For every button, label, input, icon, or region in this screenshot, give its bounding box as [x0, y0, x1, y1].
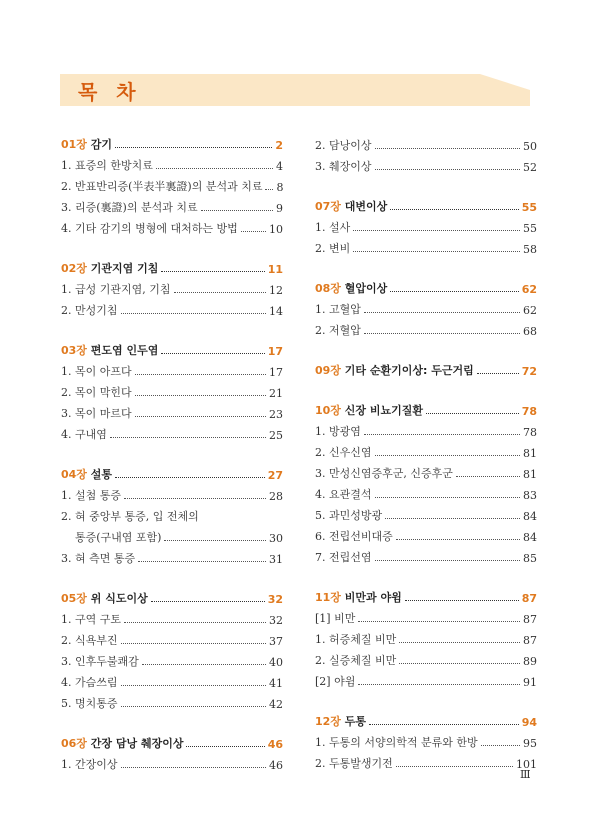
- chapter-page: 94: [521, 716, 537, 729]
- dot-leader: [135, 374, 266, 375]
- toc-entry[interactable]: [315, 235, 537, 256]
- chapter-title-group: [315, 402, 423, 418]
- chapter-page: 27: [267, 469, 283, 482]
- toc-entry[interactable]: [61, 276, 283, 297]
- toc-entry[interactable]: [61, 215, 283, 236]
- toc-entry[interactable]: [315, 296, 537, 317]
- dot-leader: [396, 539, 520, 540]
- toc-entry[interactable]: [315, 317, 537, 338]
- toc-left-column: [61, 132, 283, 792]
- toc-entry[interactable]: [61, 669, 283, 690]
- chapter-page: 2: [275, 139, 283, 152]
- entry-title: 2. 변비: [315, 242, 351, 255]
- entry-title: 1. 구역 구토: [61, 613, 121, 626]
- entry-page: 55: [523, 222, 537, 235]
- dot-leader: [135, 416, 266, 417]
- toc-entry[interactable]: [315, 460, 537, 481]
- entry-title: 2. 혀 중앙부 통증, 입 전체의: [61, 510, 199, 523]
- toc-chapter: [61, 132, 283, 236]
- dot-leader: [124, 622, 266, 623]
- chapter-title: 기타 순환기이상: 두근거림: [344, 364, 474, 377]
- entry-title: 3. 리증(裏證)의 분석과 치료: [61, 201, 198, 214]
- entry-page: 81: [523, 447, 537, 460]
- entry-title: 2. 목이 막힌다: [61, 386, 132, 399]
- entry-page: 52: [523, 161, 537, 174]
- entry-title: 3. 인후두불쾌감: [61, 655, 139, 668]
- entry-page: 84: [523, 531, 537, 544]
- chapter-title-group: [61, 136, 112, 152]
- entry-title: 2. 실증체질 비만: [315, 654, 397, 667]
- entry-title: 5. 과민성방광: [315, 509, 383, 522]
- dot-leader: [151, 601, 265, 602]
- page-title: 목 차: [78, 80, 142, 104]
- entry-title: 2. 반표반리증(半表半裏證)의 분석과 치료: [61, 180, 263, 193]
- entry-title: 3. 췌장이상: [315, 160, 372, 173]
- chapter-heading[interactable]: [315, 276, 537, 296]
- chapter-number: 06장: [61, 737, 87, 750]
- dot-leader: [156, 168, 273, 169]
- entry-page: 41: [269, 677, 283, 690]
- toc-entry[interactable]: [61, 400, 283, 421]
- dot-leader: [121, 643, 267, 644]
- chapter-heading[interactable]: [315, 398, 537, 418]
- entry-title: 2. 두통발생기전: [315, 757, 393, 770]
- entry-page: 14: [269, 305, 283, 318]
- dot-leader: [161, 271, 264, 272]
- toc-chapter: [61, 731, 283, 772]
- entry-title: 1. 급성 기관지염, 기침: [61, 283, 171, 296]
- dot-leader: [369, 724, 519, 725]
- entry-title: 6. 전립선비대증: [315, 530, 393, 543]
- toc-entry[interactable]: [61, 173, 283, 194]
- dot-leader: [405, 600, 519, 601]
- chapter-title: 비만과 야윔: [344, 591, 402, 604]
- entry-page: 37: [269, 635, 283, 648]
- entry-page: 17: [269, 366, 283, 379]
- toc-entry[interactable]: [61, 503, 283, 524]
- entry-page: 23: [269, 408, 283, 421]
- entry-title: 통증(구내염 포함): [75, 531, 162, 544]
- dot-leader: [174, 292, 267, 293]
- dot-leader: [375, 148, 521, 149]
- entry-page: 40: [269, 656, 283, 669]
- chapter-heading[interactable]: [315, 585, 537, 605]
- toc-entry[interactable]: [315, 481, 537, 502]
- entry-title: 1. 고혈압: [315, 303, 361, 316]
- chapter-heading[interactable]: [61, 462, 283, 482]
- toc-chapter: [315, 194, 537, 256]
- dot-leader: [265, 189, 273, 190]
- chapter-title: 설통: [90, 468, 113, 481]
- dot-leader: [358, 621, 520, 622]
- dot-leader: [375, 455, 521, 456]
- entry-page: 30: [269, 532, 283, 545]
- chapter-page: 78: [521, 405, 537, 418]
- toc-entry[interactable]: [315, 750, 537, 771]
- chapter-number: 09장: [315, 364, 341, 377]
- page-number: Ⅲ: [520, 768, 531, 781]
- entry-page: 12: [269, 284, 283, 297]
- toc-entry[interactable]: [61, 297, 283, 318]
- toc-entry[interactable]: [315, 418, 537, 439]
- toc-entry[interactable]: [61, 751, 283, 772]
- toc-entry[interactable]: [61, 524, 283, 545]
- chapter-title: 기관지염 기침: [90, 262, 159, 275]
- chapter-page: 55: [521, 201, 537, 214]
- entry-page: 4: [276, 160, 283, 173]
- entry-title: 1. 두통의 서양의학적 분류와 한방: [315, 736, 478, 749]
- entry-page: 85: [523, 552, 537, 565]
- toc-chapter: [315, 358, 537, 378]
- chapter-title-group: [61, 466, 112, 482]
- entry-title: [2] 야윔: [315, 675, 356, 688]
- dot-leader: [142, 664, 266, 665]
- entry-title: 4. 기타 감기의 병형에 대처하는 방법: [61, 222, 238, 235]
- entry-title: 1. 목이 아프다: [61, 365, 132, 378]
- dot-leader: [241, 231, 266, 232]
- entry-page: 8: [276, 181, 284, 194]
- dot-leader: [201, 210, 273, 211]
- toc-entry[interactable]: [315, 214, 537, 235]
- entry-page: 9: [276, 202, 283, 215]
- toc-entry[interactable]: [61, 358, 283, 379]
- entry-title: 2. 저혈압: [315, 324, 361, 337]
- dot-leader: [164, 540, 266, 541]
- chapter-title-group: [61, 590, 148, 606]
- toc-chapter: [61, 338, 283, 442]
- entry-title: 2. 만성기침: [61, 304, 118, 317]
- chapter-number: 03장: [61, 344, 87, 357]
- chapter-title-group: [315, 280, 387, 296]
- entry-page: 31: [269, 553, 283, 566]
- chapter-title-group: [315, 198, 387, 214]
- dot-leader: [121, 767, 267, 768]
- entry-title: 7. 전립선염: [315, 551, 372, 564]
- chapter-title-group: [315, 362, 474, 378]
- chapter-title-group: [61, 260, 158, 276]
- entry-title: 4. 요관결석: [315, 488, 372, 501]
- entry-page: 78: [523, 426, 537, 439]
- toc-entry[interactable]: [61, 545, 283, 566]
- entry-page: 10: [269, 223, 283, 236]
- chapter-page: 32: [267, 593, 283, 606]
- chapter-title: 대변이상: [344, 200, 388, 213]
- dot-leader: [396, 766, 513, 767]
- entry-page: 21: [269, 387, 283, 400]
- toc-chapter: [61, 462, 283, 566]
- dot-leader: [358, 684, 520, 685]
- entry-title: 1. 방광염: [315, 425, 361, 438]
- entry-page: 32: [269, 614, 283, 627]
- dot-leader: [115, 147, 272, 148]
- toc-right-column: [315, 132, 537, 791]
- toc-entry[interactable]: [61, 606, 283, 627]
- chapter-page: 17: [267, 345, 283, 358]
- entry-title: 4. 가슴쓰림: [61, 676, 118, 689]
- chapter-title: 편도염 인두염: [90, 344, 159, 357]
- dot-leader: [385, 518, 520, 519]
- entry-page: 68: [523, 325, 537, 338]
- toc-entry[interactable]: [315, 544, 537, 565]
- title-band: [60, 74, 530, 106]
- chapter-number: 04장: [61, 468, 87, 481]
- chapter-heading[interactable]: [61, 731, 283, 751]
- entry-page: 84: [523, 510, 537, 523]
- chapter-number: 05장: [61, 592, 87, 605]
- entry-page: 101: [516, 758, 537, 771]
- entry-title: 5. 명치통증: [61, 697, 118, 710]
- chapter-number: 10장: [315, 404, 341, 417]
- dot-leader: [364, 333, 520, 334]
- chapter-number: 07장: [315, 200, 341, 213]
- chapter-heading[interactable]: [315, 194, 537, 214]
- toc-entry[interactable]: [61, 482, 283, 503]
- dot-leader: [364, 312, 520, 313]
- chapter-page: 87: [521, 592, 537, 605]
- chapter-page: 46: [267, 738, 283, 751]
- entry-title: 4. 구내염: [61, 428, 107, 441]
- chapter-title-group: [315, 713, 366, 729]
- toc-entry[interactable]: [315, 668, 537, 689]
- dot-leader: [456, 476, 520, 477]
- entry-title: 1. 설첨 통증: [61, 489, 121, 502]
- chapter-title: 위 식도이상: [90, 592, 148, 605]
- dot-leader: [375, 560, 521, 561]
- toc-chapter: [61, 586, 283, 711]
- chapter-title: 감기: [90, 138, 113, 151]
- entry-title: 2. 담낭이상: [315, 139, 372, 152]
- entry-title: 1. 허증체질 비만: [315, 633, 397, 646]
- entry-title: 1. 설사: [315, 221, 351, 234]
- entry-page: 58: [523, 243, 537, 256]
- toc-entry[interactable]: [315, 605, 537, 626]
- toc-chapter: [61, 256, 283, 318]
- entry-page: 81: [523, 468, 537, 481]
- toc-chapter: [315, 132, 537, 174]
- toc-entry[interactable]: [315, 132, 537, 153]
- toc-entry[interactable]: [315, 523, 537, 544]
- dot-leader: [121, 706, 267, 707]
- toc-chapter: [315, 709, 537, 771]
- toc-entry[interactable]: [315, 502, 537, 523]
- dot-leader: [138, 561, 266, 562]
- entry-page: 95: [523, 737, 537, 750]
- dot-leader: [390, 209, 518, 210]
- dot-leader: [353, 230, 520, 231]
- entry-title: 1. 간장이상: [61, 758, 118, 771]
- toc-entry[interactable]: [315, 729, 537, 750]
- chapter-title-group: [61, 735, 183, 751]
- chapter-heading[interactable]: [61, 132, 283, 152]
- dot-leader: [121, 313, 267, 314]
- toc-entry[interactable]: [61, 421, 283, 442]
- dot-leader: [135, 395, 266, 396]
- dot-leader: [121, 685, 267, 686]
- entry-page: 25: [269, 429, 283, 442]
- chapter-heading[interactable]: [61, 256, 283, 276]
- toc-entry[interactable]: [315, 647, 537, 668]
- entry-title: 3. 만성신염증후군, 신증후군: [315, 467, 453, 480]
- entry-page: 89: [523, 655, 537, 668]
- entry-page: 91: [523, 676, 537, 689]
- entry-title: [1] 비만: [315, 612, 356, 625]
- dot-leader: [399, 663, 520, 664]
- dot-leader: [115, 477, 265, 478]
- dot-leader: [375, 497, 521, 498]
- dot-leader: [124, 498, 266, 499]
- chapter-heading[interactable]: [61, 586, 283, 606]
- toc-entry[interactable]: [315, 439, 537, 460]
- chapter-page: 62: [521, 283, 537, 296]
- toc-chapter: [315, 398, 537, 565]
- dot-leader: [375, 169, 521, 170]
- chapter-title: 간장 담낭 췌장이상: [90, 737, 184, 750]
- chapter-title: 혈압이상: [344, 282, 388, 295]
- dot-leader: [186, 746, 264, 747]
- chapter-page: 11: [267, 263, 283, 276]
- toc-entry[interactable]: [61, 379, 283, 400]
- entry-page: 62: [523, 304, 537, 317]
- dot-leader: [110, 437, 266, 438]
- entry-page: 42: [269, 698, 283, 711]
- dot-leader: [426, 413, 519, 414]
- entry-title: 2. 신우신염: [315, 446, 372, 459]
- chapter-number: 11장: [315, 591, 341, 604]
- chapter-title: 신장 비뇨기질환: [344, 404, 423, 417]
- toc-entry[interactable]: [61, 152, 283, 173]
- chapter-number: 12장: [315, 715, 341, 728]
- chapter-number: 02장: [61, 262, 87, 275]
- dot-leader: [481, 745, 520, 746]
- dot-leader: [399, 642, 520, 643]
- entry-page: 50: [523, 140, 537, 153]
- chapter-heading[interactable]: [315, 358, 537, 378]
- toc-entry[interactable]: [315, 626, 537, 647]
- chapter-title: 두통: [344, 715, 367, 728]
- entry-page: 28: [269, 490, 283, 503]
- chapter-number: 08장: [315, 282, 341, 295]
- dot-leader: [364, 434, 520, 435]
- entry-title: 3. 목이 마르다: [61, 407, 132, 420]
- dot-leader: [390, 291, 518, 292]
- entry-page: 46: [269, 759, 283, 772]
- entry-page: 87: [523, 634, 537, 647]
- chapter-title-group: [61, 342, 158, 358]
- chapter-heading[interactable]: [61, 338, 283, 358]
- dot-leader: [477, 373, 519, 374]
- chapter-number: 01장: [61, 138, 87, 151]
- toc-entry[interactable]: [61, 194, 283, 215]
- chapter-title-group: [315, 589, 402, 605]
- toc-entry[interactable]: [61, 690, 283, 711]
- toc-entry[interactable]: [315, 153, 537, 174]
- toc-chapter: [315, 276, 537, 338]
- dot-leader: [161, 353, 264, 354]
- entry-page: 83: [523, 489, 537, 502]
- entry-title: 2. 식욕부진: [61, 634, 118, 647]
- entry-title: 3. 혀 측면 통증: [61, 552, 136, 565]
- chapter-page: 72: [521, 365, 537, 378]
- entry-page: 87: [523, 613, 537, 626]
- entry-title: 1. 표증의 한방치료: [61, 159, 153, 172]
- toc-entry[interactable]: [61, 627, 283, 648]
- toc-chapter: [315, 585, 537, 689]
- toc-entry[interactable]: [61, 648, 283, 669]
- dot-leader: [353, 251, 520, 252]
- chapter-heading[interactable]: [315, 709, 537, 729]
